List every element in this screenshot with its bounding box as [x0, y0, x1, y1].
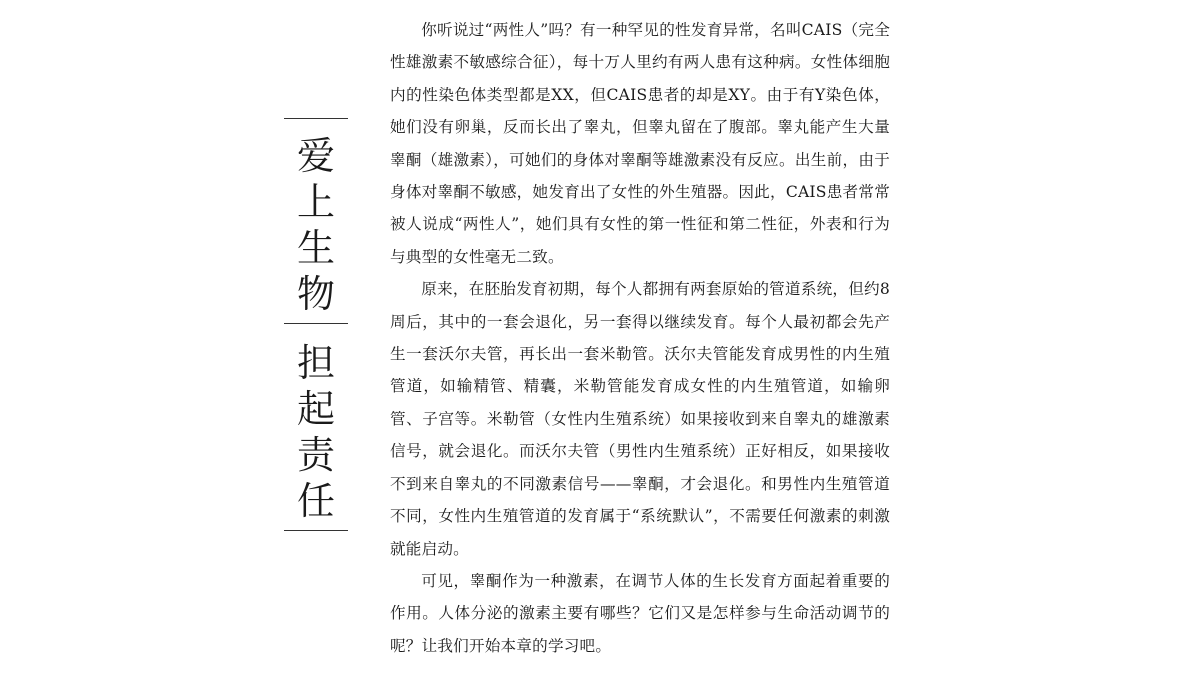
title-char: 物 — [296, 272, 335, 316]
title-char: 生 — [296, 226, 335, 270]
title-char: 任 — [296, 479, 335, 523]
sidebar-title-take-responsibility — [284, 324, 348, 530]
article-body — [390, 14, 890, 662]
title-char: 担 — [296, 341, 335, 385]
bottom-divider — [284, 530, 348, 531]
title-char: 起 — [296, 387, 335, 431]
paragraph: 可见，睾酮作为一种激素，在调节人体的生长发育方面起着重要的作用。人体分泌的激素主要有哪些？它们又是怎样参与生命活动调节的呢？让我们开始本章的学习吧。 — [390, 571, 890, 655]
paragraph: 原来，在胚胎发育初期，每个人都拥有两套原始的管道系统，但约8 周后，其中的一套会退化，另一套得以继续发育。每个人最初都会先产生一套沃尔夫管，再长出一套米勒管。沃尔夫管能发育成男性的内生殖管道，如输精管、精囊，米勒管能发育成女性的内生殖管道，如输卵管、子宫等。米勒管（女性内生殖系统）如果接收到来自睾丸的雄激素信号，就会退化。而沃尔夫管（男性内生殖系统）正好相反，如果接收不到来自睾丸的不同激素信号——睾酮，才会退化。和男性内生殖管道不同，女性内生殖管道的发育属于“系统默认”，不需要任何激素的刺激就能启动。 — [390, 280, 890, 558]
sidebar-title-love-biology — [284, 119, 348, 323]
paragraph: 你听说过“两性人”吗？有一种罕见的性发育异常，名叫CAIS（完全性雄激素不敏感综合征），每十万人里约有两人患有这种病。女性体细胞内的性染色体类型都是XX，但CAIS患者的却是XY。由于有Y染色体，她们没有卵巢，反而长出了睾丸，但睾丸留在了腹部。睾丸能产生大量睾酮（雄激素），可她们的身体对睾酮等雄激素没有反应。出生前，由于身体对睾酮不敏感，她发育出了女性的外生殖器。因此，CAIS患者常常被人说成“两性人”，她们具有女性的第一性征和第二性征，外表和行为与典型的女性毫无二致。 — [390, 21, 890, 266]
sidebar-title-block — [284, 118, 348, 531]
title-char: 上 — [296, 180, 335, 224]
title-char: 责 — [296, 433, 335, 477]
title-char: 爱 — [296, 134, 335, 178]
